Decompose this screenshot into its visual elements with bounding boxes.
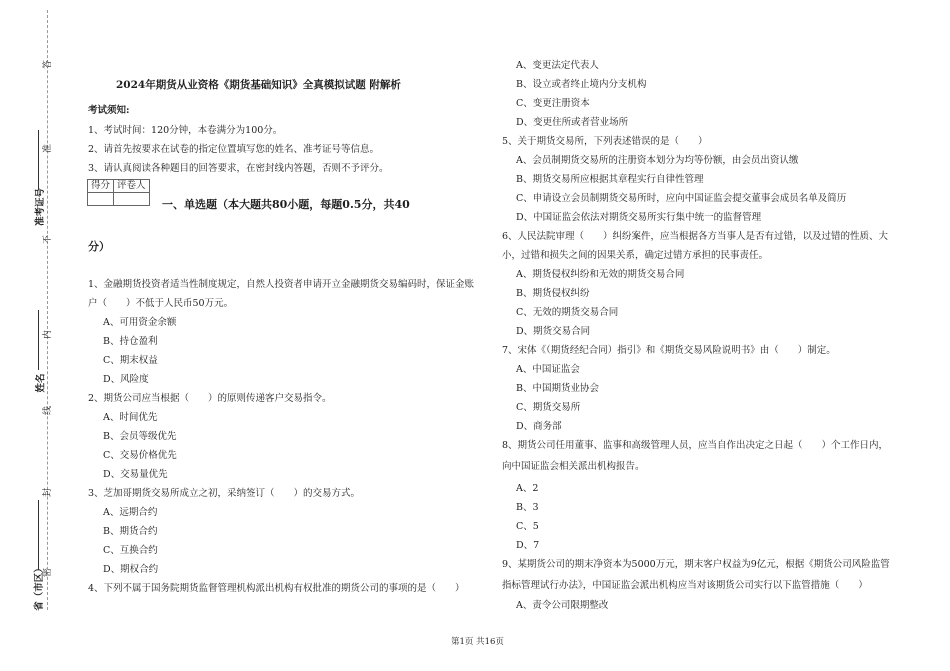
note-item: 2、请首先按要求在试卷的指定位置填写您的姓名、准考证号等信息。 [88, 144, 380, 155]
question-4-text: 4、下列不属于国务院期货监督管理机构派出机构有权批准的期货公司的事项的是（ ） [88, 583, 465, 594]
option: A、责令公司限期整改 [516, 600, 609, 611]
option: D、变更住所或者营业场所 [516, 117, 629, 128]
grader-header: 评卷人 [114, 180, 150, 193]
question-7-text: 7、宋体《（期货经纪合同）指引》和《期货交易风险说明书》由（ ）制定。 [502, 345, 836, 356]
option: D、交易量优先 [103, 469, 168, 480]
province-line [38, 500, 39, 570]
option: A、远期合约 [103, 507, 158, 518]
option: C、期货交易所 [516, 402, 581, 413]
option: A、可用资金余额 [103, 317, 177, 328]
score-table [87, 179, 150, 206]
name-label: 姓名 [35, 373, 47, 393]
question-9-text-cont: 指标管理试行办法》，中国证监会派出机构应当对该期货公司实行以下监管措施（ ） [502, 580, 868, 591]
exam-number-line [38, 130, 39, 190]
option: B、持仓盈利 [103, 336, 158, 347]
notes-heading: 考试须知: [88, 105, 130, 116]
question-8-text-cont: 向中国证监会相关派出机构报告。 [502, 461, 645, 472]
margin-mark-feng: 封 [43, 487, 54, 498]
option: A、会员制期货交易所的注册资本划分为均等份额，由会员出资认缴 [516, 155, 799, 166]
question-2-text: 2、期货公司应当根据（ ）的原则传递客户交易指令。 [88, 393, 332, 404]
note-item: 3、请认真阅读各种题目的回答要求，在密封线内答题，否则不予评分。 [88, 163, 389, 174]
option: A、变更法定代表人 [516, 60, 599, 71]
seal-line [47, 10, 48, 610]
margin-mark-mi: 密 [43, 567, 54, 578]
note-item: 1、考试时间：120分钟，本卷满分为100分。 [88, 125, 283, 136]
question-6-text: 6、人民法院审理（ ）纠纷案件，应当根据各方当事人是否有过错，以及过错的性质、大 [502, 231, 889, 242]
option: B、设立或者终止境内分支机构 [516, 79, 647, 90]
option: B、期货交易所应根据其章程实行自律性管理 [516, 174, 704, 185]
option: C、交易价格优先 [103, 450, 177, 461]
option: B、中国期货业协会 [516, 383, 599, 394]
option: D、期货交易合同 [516, 326, 591, 337]
question-9-text: 9、某期货公司的期末净资本为5000万元，期末客户权益为9亿元，根据《期货公司风险监管 [502, 559, 890, 570]
score-header: 得分 [88, 180, 114, 193]
margin-mark-xian: 线 [43, 405, 54, 416]
option: A、2 [516, 483, 539, 494]
margin-mark-da: 答 [43, 59, 54, 70]
section-heading: 一、单选题（本大题共80小题，每题0.5分，共40 [162, 198, 410, 211]
option: C、无效的期货交易合同 [516, 307, 619, 318]
question-1-text: 1、金融期货投资者适当性制度规定，自然人投资者申请开立金融期货交易编码时，保证金账 [88, 279, 475, 290]
option: B、会员等级优先 [103, 431, 177, 442]
question-6-text-cont: 小，过错和损失之间的因果关系，确定过错方承担的民事责任。 [502, 250, 769, 261]
option: D、商务部 [516, 421, 562, 432]
section-heading-cont: 分） [88, 240, 110, 253]
option: D、7 [516, 540, 540, 551]
option: C、期末权益 [103, 355, 158, 366]
option: C、变更注册资本 [516, 98, 590, 109]
page-number: 第1页 共16页 [451, 637, 504, 647]
grader-cell [114, 193, 150, 206]
score-cell [88, 193, 114, 206]
option: C、5 [516, 521, 539, 532]
option: C、申请设立会员制期货交易所时，应向中国证监会提交董事会成员名单及简历 [516, 193, 847, 204]
margin-mark-zhun: 准 [43, 143, 54, 154]
name-line [38, 310, 39, 370]
option: A、期货侵权纠纷和无效的期货交易合同 [516, 269, 685, 280]
question-3-text: 3、芝加哥期货交易所成立之初，采纳签订（ ）的交易方式。 [88, 488, 361, 499]
option: C、互换合约 [103, 545, 158, 556]
exam-number-label: 准考证号 [35, 187, 47, 227]
option: B、3 [516, 502, 539, 513]
paper-title: 2024年期货从业资格《期货基础知识》全真模拟试题 附解析 [116, 79, 401, 91]
option: D、中国证监会依法对期货交易所实行集中统一的监督管理 [516, 212, 762, 223]
province-label: 省（市区） [33, 563, 45, 611]
option: B、期货合约 [103, 526, 158, 537]
margin-mark-bu: 不 [43, 234, 54, 245]
question-8-text: 8、期货公司任用董事、监事和高级管理人员，应当自作出决定之日起（ ）个工作日内， [502, 440, 889, 451]
option: A、中国证监会 [516, 364, 580, 375]
question-1-text-cont: 户（ ）不低于人民币50万元。 [88, 298, 234, 309]
option: A、时间优先 [103, 412, 158, 423]
option: B、期货侵权纠纷 [516, 288, 590, 299]
option: D、风险度 [103, 374, 149, 385]
margin-mark-nei: 内 [43, 329, 54, 340]
option: D、期权合约 [103, 564, 159, 575]
question-5-text: 5、关于期货交易所，下列表述错误的是（ ） [502, 136, 708, 147]
